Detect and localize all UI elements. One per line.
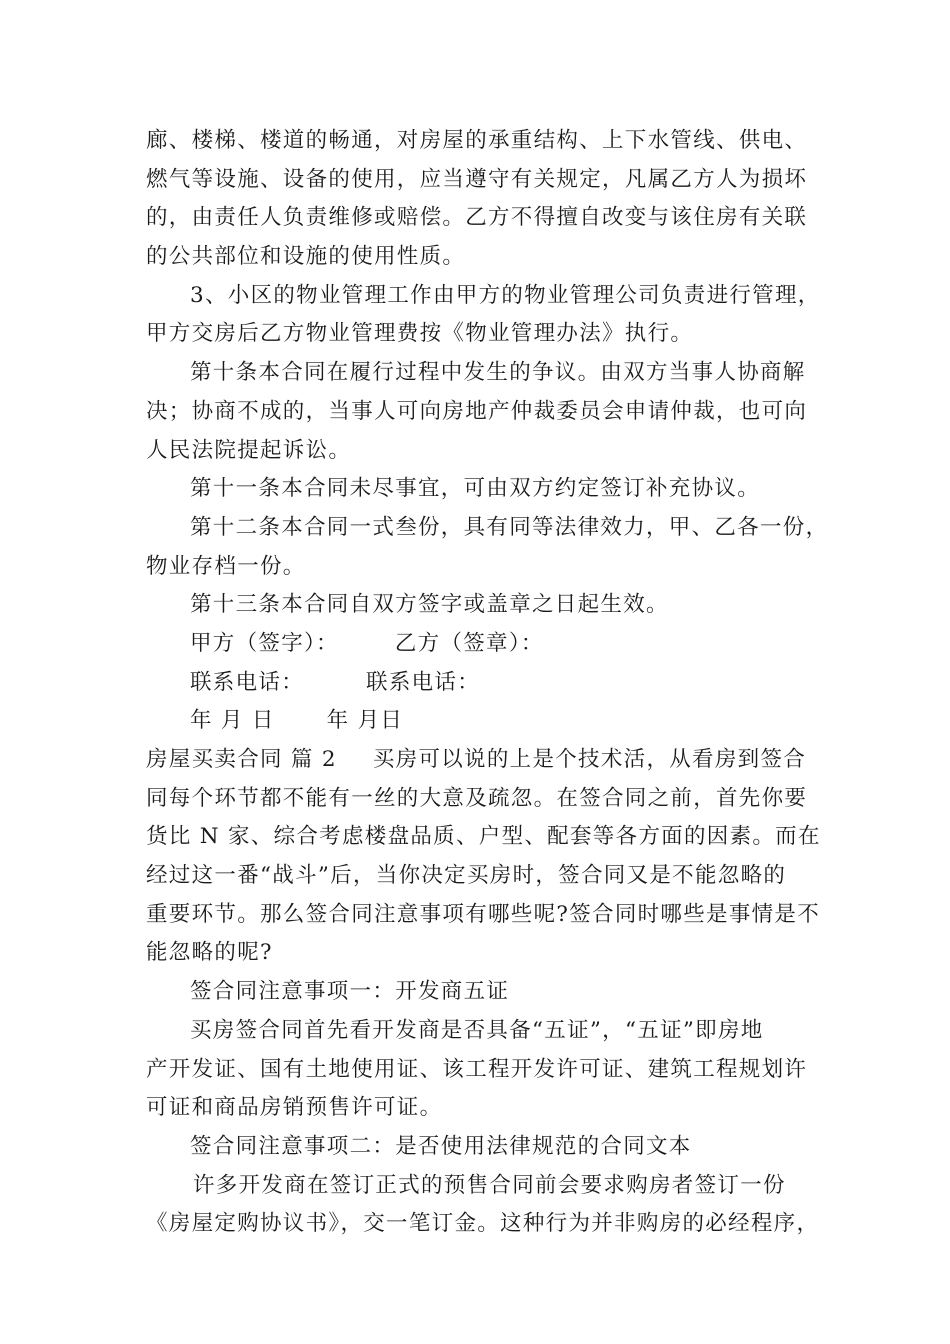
text-line: 可证和商品房销预售许可证。	[146, 1095, 443, 1121]
text-line: 货比 N 家、综合考虑楼盘品质、户型、配套等各方面的因素。而在	[146, 824, 821, 850]
paragraph-start: 买房可以说的上是个技术活，从看房到签合	[372, 747, 807, 772]
text-line: 《房屋定购协议书》，交一笔订金。这种行为并非购房的必经程序，	[146, 1211, 820, 1237]
signature-party-line	[146, 625, 826, 664]
text-line: 3、小区的物业管理工作由甲方的物业管理公司负责进行管理，	[190, 282, 821, 308]
text-line: 甲方交房后乙方物业管理费按《物业管理办法》执行。	[146, 321, 694, 347]
text-line: 同每个环节都不能有一丝的大意及疏忽。在签合同之前，首先你要	[146, 785, 808, 811]
party-b-phone-label: 联系电话：	[366, 669, 481, 695]
text-line: 买房签合同首先看开发商是否具备“五证”，“五证”即房地	[190, 1017, 764, 1043]
text-line: 廊、楼梯、楼道的畅通，对房屋的承重结构、上下水管线、供电、	[146, 128, 808, 153]
text-line: 许多开发商在签订正式的预售合同前会要求购房者签订一份	[193, 1172, 786, 1198]
section-heading-line	[146, 741, 826, 780]
party-b-date-label: 年 月日	[326, 708, 404, 734]
text-line: 第十三条本合同自双方签字或盖章之日起生效。	[190, 592, 669, 618]
party-a-signature-label: 甲方（签字）：	[190, 630, 339, 656]
party-a-date-label: 年 月 日	[190, 708, 275, 734]
text-line: 第十条本合同在履行过程中发生的争议。由双方当事人协商解	[190, 360, 806, 386]
text-line: 物业存档一份。	[146, 553, 306, 579]
text-line: 人民法院提起诉讼。	[146, 437, 352, 463]
contract-text	[146, 122, 829, 1244]
text-line: 第十二条本合同一式叁份，具有同等法律效力，甲、乙各一份，	[190, 514, 829, 540]
section-heading: 房屋买卖合同 篇 2	[146, 747, 337, 772]
party-a-phone-label: 联系电话：	[190, 669, 305, 695]
text-line: 第十一条本合同未尽事宜，可由双方约定签订补充协议。	[190, 476, 761, 502]
subheading: 签合同注意事项二：是否使用法律规范的合同文本	[190, 1133, 692, 1159]
party-b-signature-label: 乙方（签章）：	[394, 630, 544, 656]
date-line	[146, 702, 826, 741]
text-line: 经过这一番“战斗”后，当你决定买房时，签合同又是不能忽略的	[146, 863, 787, 889]
text-line: 重要环节。那么签合同注意事项有哪些呢?签合同时哪些是事情是不	[146, 901, 821, 927]
text-line: 产开发证、国有土地使用证、该工程开发许可证、建筑工程规划许	[146, 1056, 808, 1082]
contact-phone-line	[146, 664, 826, 703]
text-line: 燃气等设施、设备的使用，应当遵守有关规定，凡属乙方人为损坏	[146, 166, 808, 192]
text-line: 决；协商不成的，当事人可向房地产仲裁委员会申请仲裁，也可向	[146, 398, 808, 424]
text-line: 能忽略的呢?	[146, 940, 273, 966]
text-line: 的公共部位和设施的使用性质。	[146, 244, 466, 270]
subheading: 签合同注意事项一：开发商五证	[190, 979, 510, 1005]
text-line: 的，由责任人负责维修或赔偿。乙方不得擅自改变与该住房有关联	[146, 205, 808, 231]
